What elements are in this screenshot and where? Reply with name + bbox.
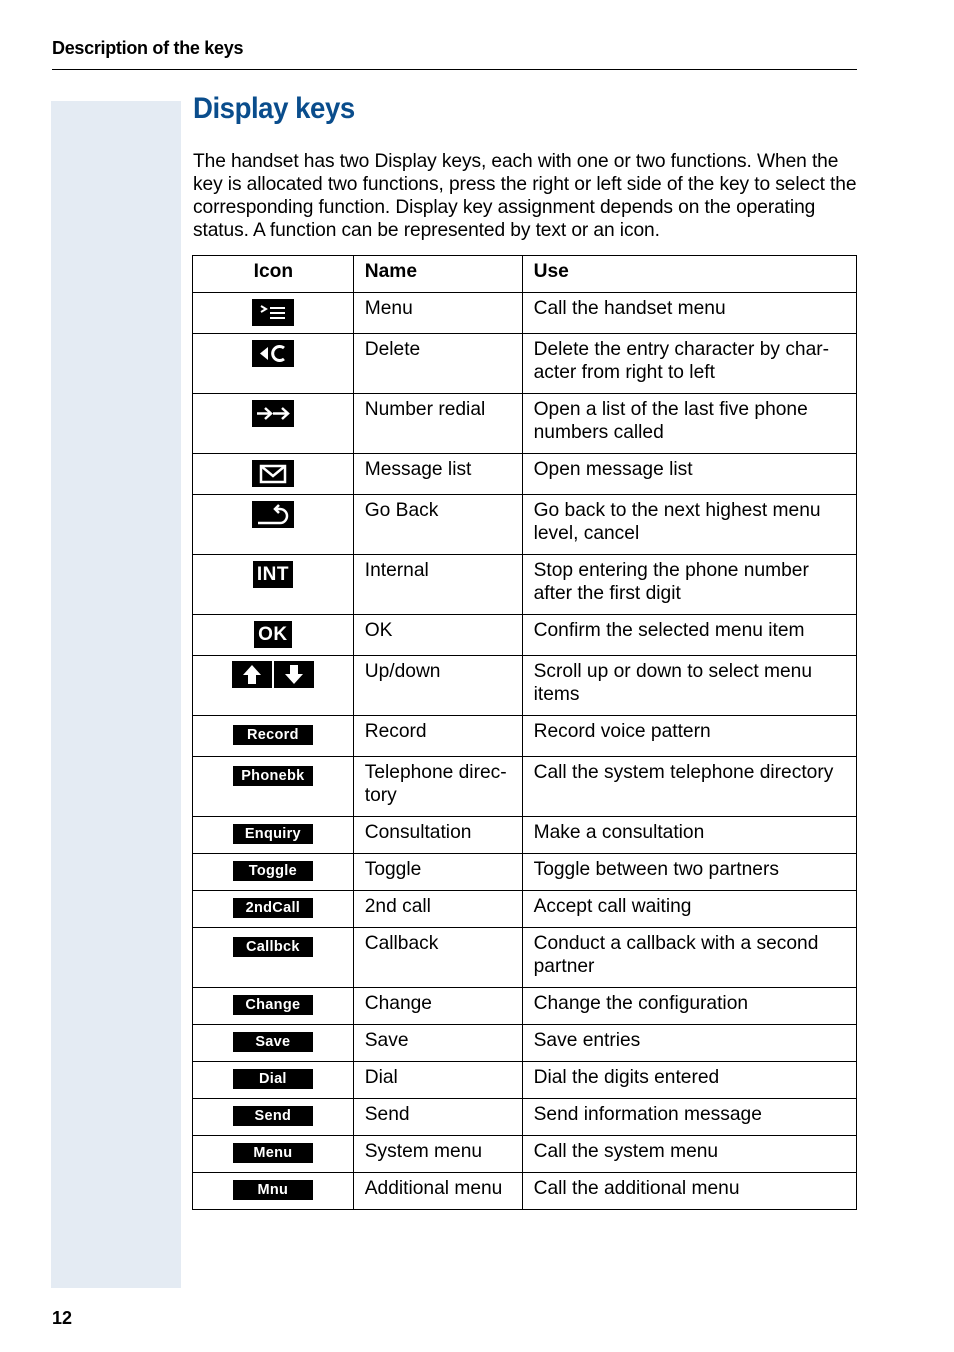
table-row (193, 891, 857, 928)
icon-cell (193, 891, 354, 928)
key-use: Conduct a callback with a second partner (522, 928, 856, 988)
table-row (193, 1025, 857, 1062)
table-row (193, 334, 857, 394)
table-row (193, 928, 857, 988)
int-key-icon: INT (253, 561, 293, 588)
key-use: Change the configuration (522, 988, 856, 1025)
key-name: Dial (353, 1062, 522, 1099)
arrow-down-icon (274, 661, 314, 688)
key-name: Record (353, 716, 522, 757)
table-row (193, 495, 857, 555)
icon-cell (193, 555, 354, 615)
up-down-arrows-icon (231, 661, 315, 688)
key-name: Consultation (353, 817, 522, 854)
key-use: Call the handset menu (522, 293, 856, 334)
softkey-label: Callbck (233, 937, 313, 957)
column-header-name: Name (353, 256, 522, 293)
table-row (193, 454, 857, 495)
icon-cell (193, 757, 354, 817)
icon-cell (193, 928, 354, 988)
key-name: Change (353, 988, 522, 1025)
envelope-icon (252, 460, 294, 487)
icon-cell (193, 1025, 354, 1062)
icon-cell (193, 1173, 354, 1210)
key-use: Record voice pattern (522, 716, 856, 757)
delete-icon (252, 340, 294, 367)
key-name: Callback (353, 928, 522, 988)
table-row (193, 1173, 857, 1210)
softkey-label: Dial (233, 1069, 313, 1089)
softkey-label: Phonebk (233, 766, 313, 786)
icon-cell (193, 1136, 354, 1173)
icon-cell (193, 716, 354, 757)
softkey-label: Record (233, 725, 313, 745)
icon-cell (193, 817, 354, 854)
number-redial-icon (252, 400, 294, 427)
intro-paragraph: The handset has two Display keys, each with one or two functions. When the key is allocated two functions, press the right or left side of the key to select the corresponding function. Display key assignment depends on the operating status. A function can be represented by text or an icon. (193, 151, 857, 241)
table-row (193, 1099, 857, 1136)
key-name: Delete (353, 334, 522, 394)
ok-key-icon: OK (254, 621, 292, 648)
key-use: Go back to the next highest menu level, cancel (522, 495, 856, 555)
column-header-icon: Icon (193, 256, 354, 293)
key-name: Up/down (353, 656, 522, 716)
key-name: Save (353, 1025, 522, 1062)
icon-cell (193, 454, 354, 495)
key-name: Toggle (353, 854, 522, 891)
icon-cell (193, 495, 354, 555)
column-header-use: Use (522, 256, 856, 293)
icon-cell (193, 293, 354, 334)
softkey-label: Save (233, 1032, 313, 1052)
icon-cell (193, 854, 354, 891)
table-row (193, 615, 857, 656)
table-row (193, 555, 857, 615)
softkey-label: 2ndCall (233, 898, 313, 918)
icon-cell (193, 615, 354, 656)
key-use: Call the system menu (522, 1136, 856, 1173)
key-name: Telephone direc-tory (353, 757, 522, 817)
key-use: Call the system telephone directory (522, 757, 856, 817)
key-use: Call the additional menu (522, 1173, 856, 1210)
icon-cell (193, 1099, 354, 1136)
key-name: Additional menu (353, 1173, 522, 1210)
softkey-label: Enquiry (233, 824, 313, 844)
page-header (52, 38, 857, 70)
key-use: Delete the entry character by char-acter from right to left (522, 334, 856, 394)
table-row (193, 757, 857, 817)
key-use: Scroll up or down to select menu items (522, 656, 856, 716)
softkey-label: Send (233, 1106, 313, 1126)
key-name: Number redial (353, 394, 522, 454)
key-use: Stop entering the phone number after the first digit (522, 555, 856, 615)
go-back-icon (252, 501, 294, 528)
table-row (193, 394, 857, 454)
header-title: Description of the keys (52, 38, 244, 58)
key-name: Internal (353, 555, 522, 615)
table-row (193, 293, 857, 334)
key-name: System menu (353, 1136, 522, 1173)
table-row (193, 716, 857, 757)
key-name: Send (353, 1099, 522, 1136)
key-use: Open message list (522, 454, 856, 495)
key-use: Save entries (522, 1025, 856, 1062)
table-row (193, 988, 857, 1025)
key-use: Accept call waiting (522, 891, 856, 928)
softkey-label: Menu (233, 1143, 313, 1163)
key-name: OK (353, 615, 522, 656)
page-number: 12 (52, 1308, 73, 1328)
icon-cell (193, 988, 354, 1025)
table-row (193, 656, 857, 716)
icon-cell (193, 334, 354, 394)
key-use: Toggle between two partners (522, 854, 856, 891)
key-name: Go Back (353, 495, 522, 555)
key-name: Menu (353, 293, 522, 334)
arrow-up-icon (232, 661, 272, 688)
table-row (193, 817, 857, 854)
key-use: Confirm the selected menu item (522, 615, 856, 656)
key-use: Dial the digits entered (522, 1062, 856, 1099)
table-header-row (193, 256, 857, 293)
softkey-label: Toggle (233, 861, 313, 881)
key-use: Send information message (522, 1099, 856, 1136)
key-name: Message list (353, 454, 522, 495)
display-keys-table (192, 255, 857, 1210)
softkey-label: Change (233, 995, 313, 1015)
icon-cell (193, 1062, 354, 1099)
key-use: Make a consultation (522, 817, 856, 854)
page-title: Display keys (193, 92, 355, 125)
icon-cell (193, 656, 354, 716)
key-name: 2nd call (353, 891, 522, 928)
table-row (193, 854, 857, 891)
icon-cell (193, 394, 354, 454)
softkey-label: Mnu (233, 1180, 313, 1200)
key-use: Open a list of the last five phone numbers called (522, 394, 856, 454)
table-row (193, 1062, 857, 1099)
margin-sidebar (51, 101, 181, 1288)
menu-icon (252, 299, 294, 326)
table-row (193, 1136, 857, 1173)
